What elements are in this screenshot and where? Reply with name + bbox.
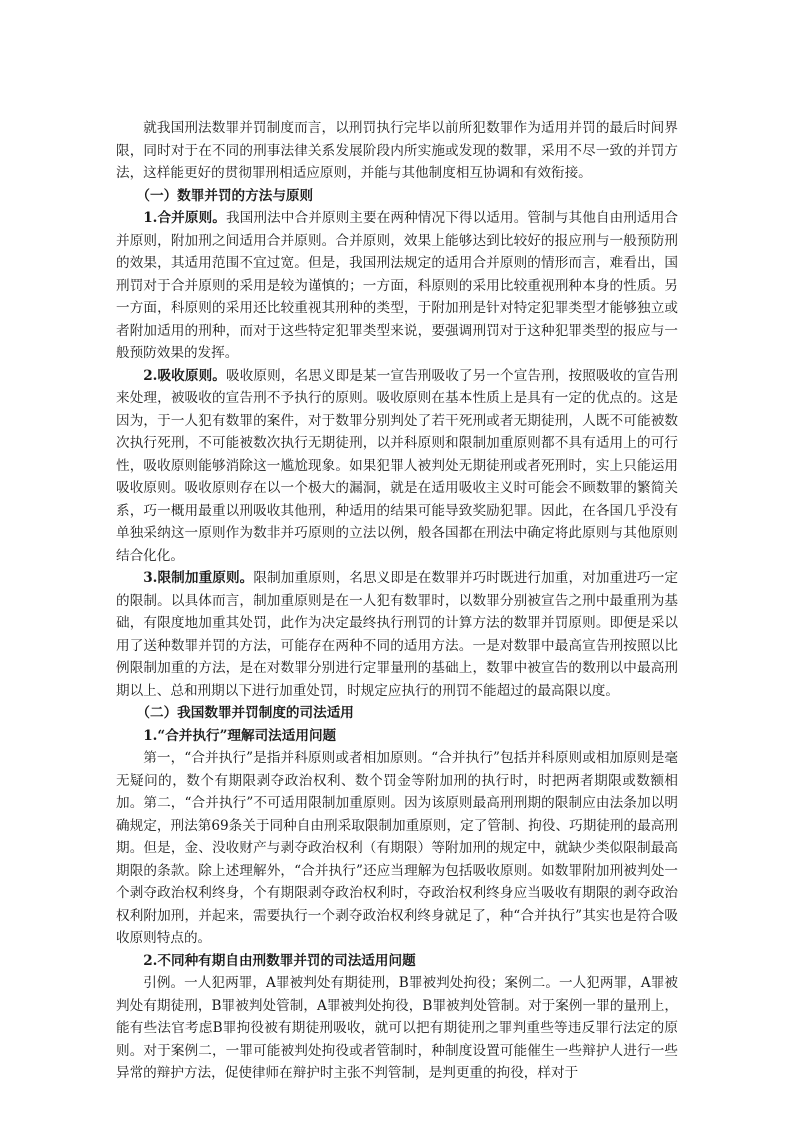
paragraph-lead: 1.合并原则。 (143, 210, 226, 226)
paragraph-combined-execution: 第一，“合并执行”是指并科原则或者相加原则。“合并执行”包括并科原则或相加原则是毫无疑问的，数个有期限剥夺政治权利、数个罚金等附加刑的执行时，时把两者期限或数额相加。第二，“合并执行”不可适用限制加重原则。因为该原则最高刑刑期的限制应由法条加以明确规定，刑法第69条关于同种自由刑采取限制加重原则，定了管制、拘役、巧期徒刑的最高刑期。但是，金、没收财产与剥夺政治权利（有期限）等附加刑的规定中，就缺少类似限制最高期限的条款。除上述理解外，“合并执行”还应当理解为包括吸收原则。如数罪附加刑被判处一个剥夺政治权利终身，个有期限剥夺政治权利时，夺政治权利终身应当吸收有期限的剥夺政治权利附加刑，并起来，需要执行一个剥夺政治权利终身就足了，种“合并执行”其实也是符合吸收原则特点的。 (116, 750, 678, 946)
paragraph-absorption-principle (116, 365, 678, 568)
paragraph-body: 吸收原则，名思义即是某一宣告刑吸收了另一个宣告刑，按照吸收的宣告刑来处理，被吸收的宣告刑不予执行的原则。吸收原则在基本性质上是具有一定的优点的。这是因为，于一人犯有数罪的案件，对于数罪分别判处了若干死刑或者无期徒刑，人既不可能被数次执行死刑，不可能被数次执行无期徒刑，以并科原则和限制加重原则都不具有适用上的可行性，吸收原则能够消除这一尴尬现象。如果犯罪人被判处无期徒刑或者死刑时，实上只能运用吸收原则。吸收原则存在以一个极大的漏洞，就是在适用吸收主义时可能会不顾数罪的繁简关系，巧一概用最重以刑吸收其他刑，种适用的结果可能导致奖励犯罪。因此，在各国几乎没有单独采纳这一原则作为数非并巧原则的立法以例，般各国都在刑法中确定将此原则与其他原则结合化化。 (116, 367, 678, 564)
paragraph-different-liberty-sentences: 引例。一人犯两罪，A罪被判处有期徒刑，B罪被判处拘役；案例二。一人犯两罪，A罪被判处有期徒刑，B罪被判处管制，A罪被判处拘役，B罪被判处管制。对于案例一罪的量刑上，能有些法官考虑B罪拘役被有期徒刑吸收，就可以把有期徒刑之罪判重些等违反罪行法定的原则。对于案例二，一罪可能被判处拘役或者管制时，种制度设置可能催生一些辩护人进行一些异常的辩护方法，促使律师在辩护时主张不判管制，是判更重的拘役，样对于 (116, 975, 678, 1081)
paragraph-lead: 3.限制加重原则。 (143, 570, 254, 586)
section-heading-2: （二）我国数罪并罚制度的司法适用 (136, 705, 354, 721)
subsection-heading-2: 2.不同种有期自由刑数罪并罚的司法适用问题 (143, 952, 416, 969)
paragraph-combination-principle (116, 207, 678, 365)
document-page (116, 117, 678, 1085)
paragraph-limited-aggravation-principle (116, 567, 678, 702)
paragraph-body: 我国刑法中合并原则主要在两种情况下得以适用。管制与其他自由刑适用合并原则，附加刑之间适用合并原则。合并原则，效果上能够达到比较好的报应刑与一般预防刑的效果，其适用范围不宜过宽。但是，我国刑法规定的适用合并原则的情形而言，难看出，国刑罚对于合并原则的采用是较为谨慎的；一方面，科原则的采用比较重视刑种本身的性质。另一方面，科原则的采用还比较重视其刑种的类型，于附加刑是针对特定犯罪类型才能够独立或者附加适用的刑种，而对于这些特定犯罪类型来说，要强调刑罚对于这种犯罪类型的报应与一般预防效果的发挥。 (116, 210, 678, 361)
subsection-heading-1: 1.“合并执行”理解司法适用问题 (143, 727, 337, 744)
paragraph-body: 限制加重原则，名思义即是在数罪并巧时既进行加重，对加重进巧一定的限制。以具体而言，制加重原则是在一人犯有数罪时，以数罪分别被宣告之刑中最重刑为基础，有限度地加重其处罚，此作为决定最终执行刑罚的计算方法的数罪并罚原则。即便是采以用了送种数罪并罚的方法，可能存在两种不同的适用方法。一是对数罪中最高宣告刑按照以比例限制加重的方法，是在对数罪分别进行定罪量刑的基础上，数罪中被宣告的数刑以中最高刑期以上、总和刑期以下进行加重处罚，时规定应执行的刑罚不能超过的最高限以度。 (116, 570, 678, 699)
paragraph-lead: 2.吸收原则。 (143, 367, 226, 384)
section-heading-1: （一）数罪并罚的方法与原则 (136, 187, 314, 204)
intro-paragraph: 就我国刑法数罪并罚制度而言，以刑罚执行完毕以前所犯数罪作为适用并罚的最后时间界限，同时对于在不同的刑事法律关系发展阶段内所实施或发现的数罪，采用不尽一致的并罚方法，这样能更好的贯彻罪刑相适应原则，并能与其他制度相互协调和有效衔接。 (116, 120, 678, 181)
